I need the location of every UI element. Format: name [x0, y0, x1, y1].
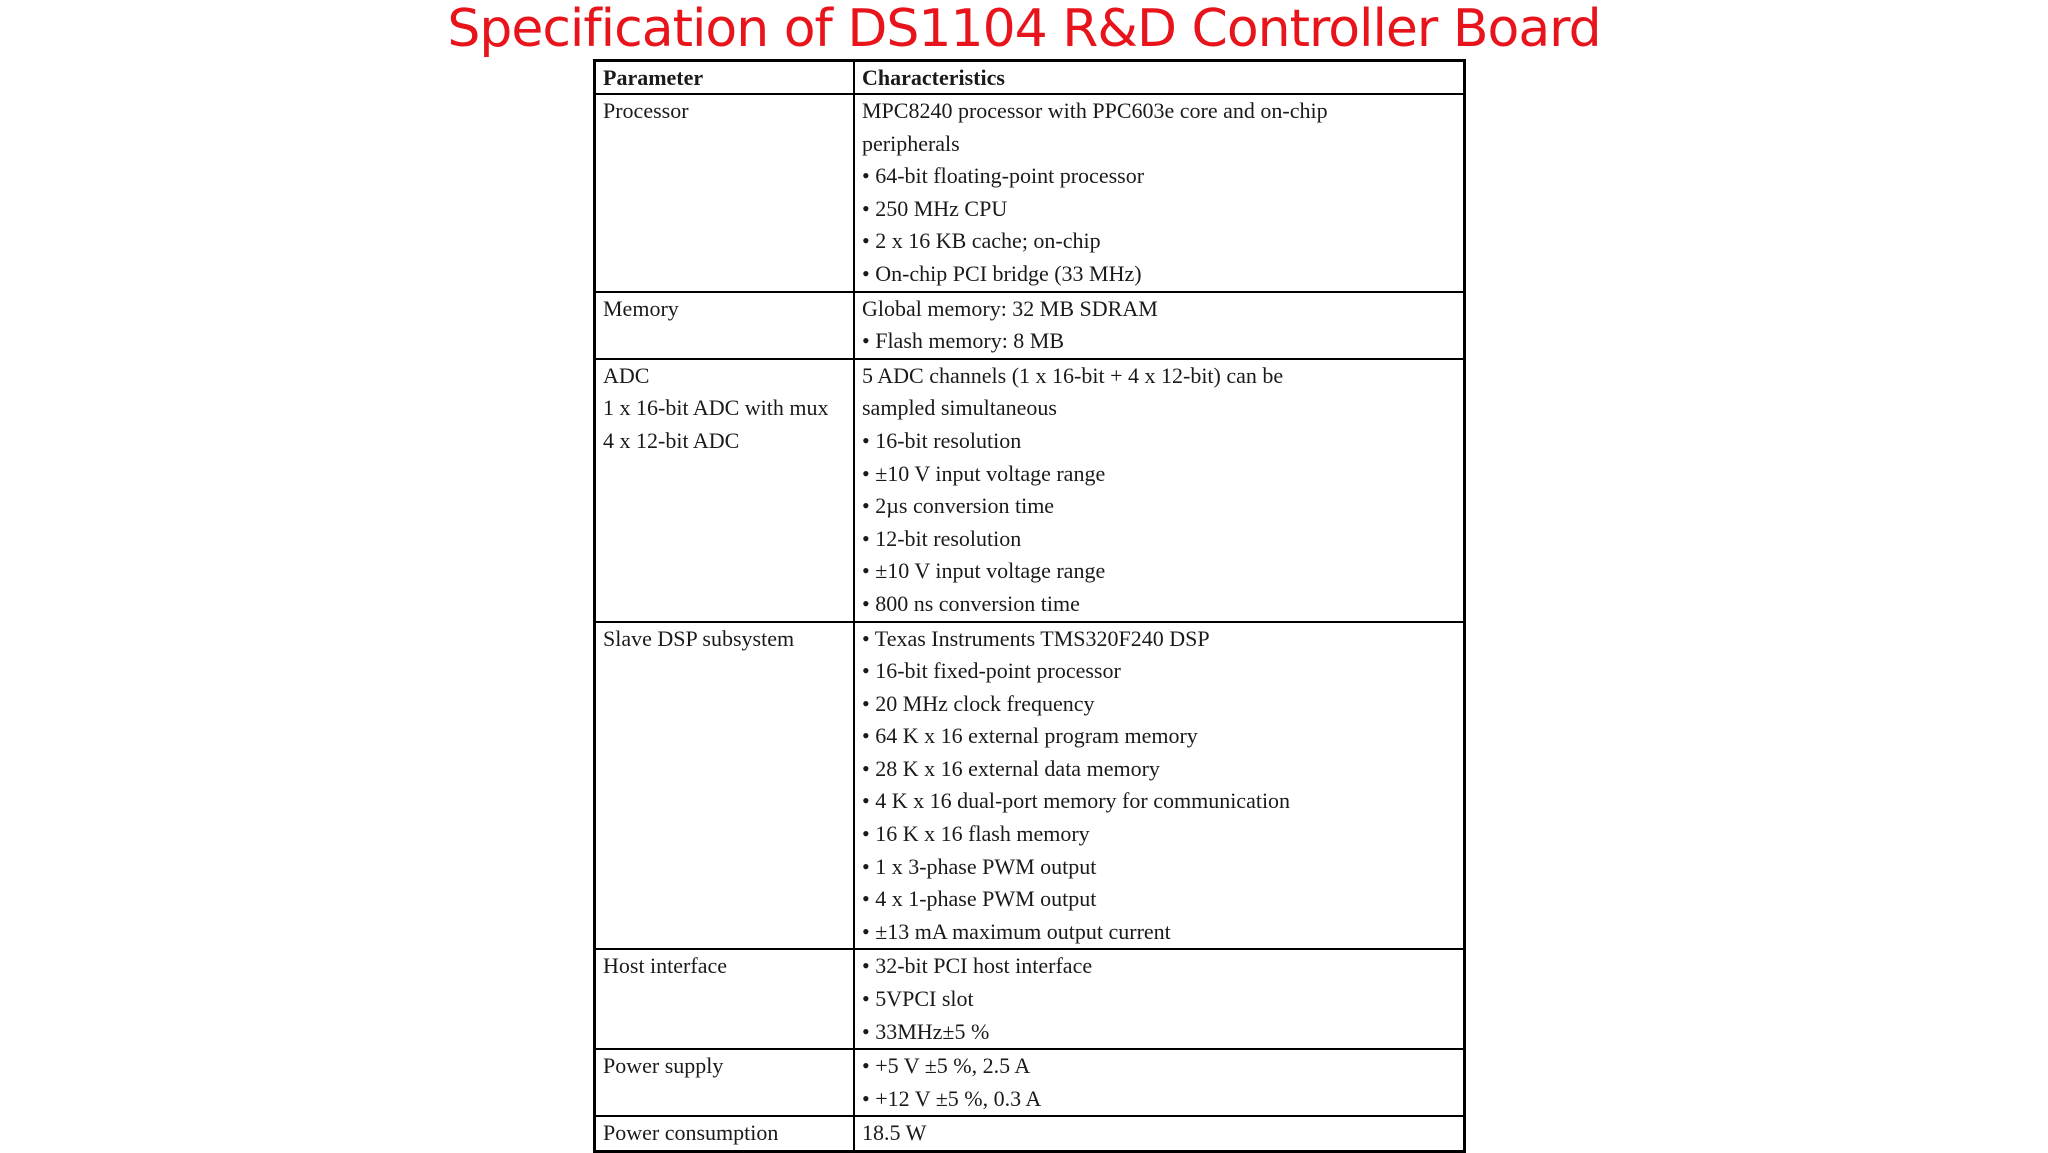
characteristic-line: • 250 MHz CPU	[862, 195, 1008, 221]
characteristic-line: • 28 K x 16 external data memory	[862, 755, 1160, 781]
characteristics-cell	[854, 1116, 1465, 1151]
characteristic-line: sampled simultaneous	[862, 395, 1057, 421]
parameter-cell	[595, 1116, 855, 1151]
parameter-cell	[595, 949, 855, 1049]
characteristic-line: • 32-bit PCI host interface	[862, 953, 1093, 979]
characteristic-line: • 16 K x 16 flash memory	[862, 821, 1090, 847]
parameter-cell	[595, 359, 855, 622]
table-row	[595, 94, 1465, 292]
parameter-cell	[595, 1049, 855, 1116]
characteristic-line: • 16-bit resolution	[862, 427, 1022, 453]
header-characteristics: Characteristics	[854, 61, 1465, 95]
characteristic-line: • +12 V ±5 %, 0.3 A	[862, 1085, 1042, 1111]
table-row	[595, 292, 1465, 359]
characteristics-cell	[854, 622, 1465, 950]
characteristic-line: • 5VPCI slot	[862, 986, 974, 1012]
characteristic-line: • 2 x 16 KB cache; on-chip	[862, 228, 1101, 254]
characteristic-line: • Flash memory: 8 MB	[862, 328, 1065, 354]
parameter-line: Power supply	[603, 1053, 724, 1079]
parameter-line: ADC	[603, 362, 650, 388]
characteristic-line: 5 ADC channels (1 x 16-bit + 4 x 12-bit) can be	[862, 362, 1284, 388]
table-row	[595, 1049, 1465, 1116]
table-body	[595, 94, 1465, 1152]
characteristic-line: MPC8240 processor with PPC603e core and on-chip	[862, 98, 1328, 123]
parameter-line: Processor	[603, 98, 689, 123]
characteristic-line: • 4 K x 16 dual-port memory for communication	[862, 788, 1291, 814]
characteristic-line: • 12-bit resolution	[862, 525, 1022, 551]
parameter-line: Power consumption	[603, 1120, 779, 1146]
parameter-cell	[595, 622, 855, 950]
parameter-line: Memory	[603, 295, 679, 321]
characteristic-line: Global memory: 32 MB SDRAM	[862, 295, 1158, 321]
characteristic-line: • 2µs conversion time	[862, 493, 1055, 519]
characteristics-cell	[854, 94, 1465, 292]
parameter-line: 4 x 12-bit ADC	[603, 427, 740, 453]
parameter-line: Slave DSP subsystem	[603, 625, 795, 651]
characteristics-cell	[854, 292, 1465, 359]
characteristic-line: • 64-bit floating-point processor	[862, 163, 1145, 189]
characteristic-line: • 20 MHz clock frequency	[862, 690, 1095, 716]
characteristic-line: • 800 ns conversion time	[862, 590, 1080, 616]
characteristic-line: • 64 K x 16 external program memory	[862, 723, 1198, 749]
table-row	[595, 1116, 1465, 1151]
characteristic-line: • Texas Instruments TMS320F240 DSP	[862, 625, 1210, 651]
characteristic-line: • On-chip PCI bridge (33 MHz)	[862, 260, 1142, 286]
characteristics-cell	[854, 359, 1465, 622]
characteristic-line: • ±10 V input voltage range	[862, 460, 1106, 486]
header-parameter: Parameter	[595, 61, 855, 95]
table-row	[595, 949, 1465, 1049]
parameter-cell	[595, 292, 855, 359]
parameter-cell	[595, 94, 855, 292]
parameter-line: 1 x 16-bit ADC with mux	[603, 395, 829, 421]
characteristics-cell	[854, 1049, 1465, 1116]
table-row	[595, 622, 1465, 950]
characteristic-line: • ±13 mA maximum output current	[862, 918, 1171, 944]
table-row	[595, 359, 1465, 622]
specification-table	[593, 59, 1466, 1153]
characteristic-line: • 33MHz±5 %	[862, 1018, 990, 1044]
characteristic-line: • 4 x 1-phase PWM output	[862, 886, 1097, 912]
characteristic-line: • ±10 V input voltage range	[862, 558, 1106, 584]
characteristic-line: • 16-bit fixed-point processor	[862, 658, 1121, 684]
characteristic-line: • 1 x 3-phase PWM output	[862, 853, 1097, 879]
table-header-row	[595, 61, 1465, 95]
characteristic-line: • +5 V ±5 %, 2.5 A	[862, 1053, 1031, 1079]
slide-title: Specification of DS1104 R&D Controller Board	[447, 0, 1601, 59]
characteristic-line: peripherals	[862, 130, 960, 156]
characteristics-cell	[854, 949, 1465, 1049]
parameter-line: Host interface	[603, 953, 727, 979]
characteristic-line: 18.5 W	[862, 1120, 927, 1146]
